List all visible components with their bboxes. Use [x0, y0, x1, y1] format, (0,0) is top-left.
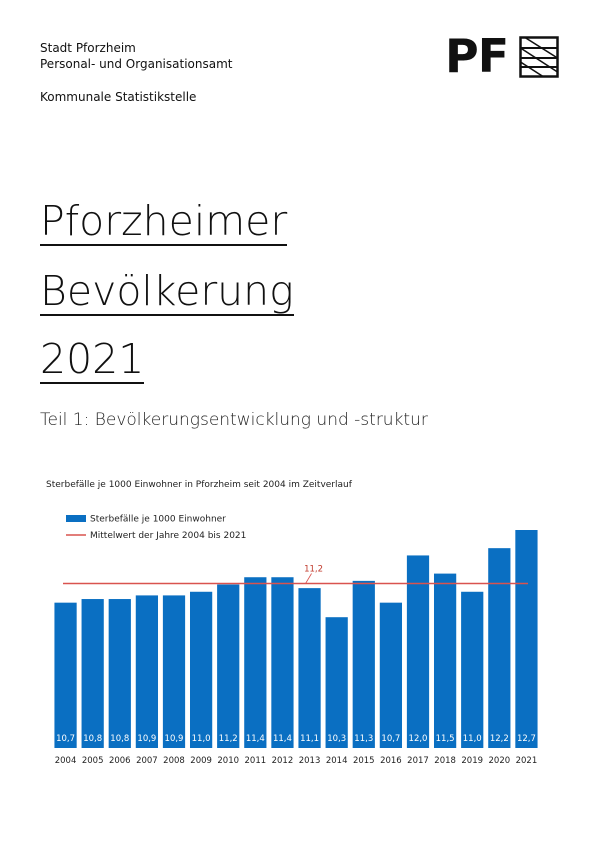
- org-name: Stadt Pforzheim: [40, 41, 136, 55]
- title-line-2: Bevölkerung: [40, 267, 294, 315]
- category-label-2011: 2011: [244, 756, 267, 766]
- category-label-2006: 2006: [108, 756, 131, 766]
- category-label-2020: 2020: [488, 756, 511, 766]
- value-label-2015: 11,3: [354, 734, 374, 744]
- value-label-2019: 11,0: [462, 734, 482, 744]
- value-label-2020: 12,2: [489, 734, 509, 744]
- bar-2021: [515, 530, 537, 748]
- value-label-2012: 11,4: [272, 734, 292, 744]
- category-label-2007: 2007: [136, 756, 158, 766]
- subtitle: Teil 1: Bevölkerungsentwicklung und -struktur: [40, 410, 428, 430]
- value-label-2017: 12,0: [408, 734, 428, 744]
- value-label-2016: 10,7: [381, 734, 401, 744]
- value-label-2009: 11,0: [191, 734, 211, 744]
- category-label-2015: 2015: [352, 756, 375, 766]
- bar-2013: [298, 588, 320, 748]
- bar-2020: [488, 548, 510, 748]
- category-label-2004: 2004: [54, 756, 77, 766]
- value-label-2006: 10,8: [110, 734, 130, 744]
- department-name: Personal- und Organisationsamt: [40, 57, 233, 71]
- value-label-2005: 10,8: [83, 734, 103, 744]
- title-year: 2021: [40, 335, 145, 383]
- legend-bar-label: Sterbefälle je 1000 Einwohner: [90, 514, 226, 525]
- bar-2018: [434, 574, 456, 748]
- value-label-2010: 11,2: [218, 734, 238, 744]
- value-label-2007: 10,9: [137, 734, 157, 744]
- legend-bar-swatch: [66, 515, 86, 522]
- value-label-2004: 10,7: [56, 734, 76, 744]
- value-label-2013: 11,1: [300, 734, 320, 744]
- mean-value-label: 11,2: [304, 564, 324, 575]
- chart-title: Sterbefälle je 1000 Einwohner in Pforzheim seit 2004 im Zeitverlauf: [46, 480, 352, 490]
- value-label-2011: 11,4: [245, 734, 265, 744]
- category-label-2013: 2013: [298, 756, 321, 766]
- mean-label-leader: [306, 574, 312, 584]
- category-label-2021: 2021: [515, 756, 538, 766]
- category-label-2016: 2016: [380, 756, 402, 766]
- bar-2011: [244, 577, 266, 748]
- bar-2004: [54, 603, 76, 748]
- bar-2015: [353, 581, 375, 748]
- category-label-2010: 2010: [217, 756, 240, 766]
- logo-text: PF: [445, 29, 509, 83]
- legend-mean-label: Mittelwert der Jahre 2004 bis 2021: [90, 531, 247, 541]
- category-label-2009: 2009: [190, 756, 212, 766]
- value-label-2008: 10,9: [164, 734, 184, 744]
- bar-2012: [271, 577, 293, 748]
- bar-2005: [82, 599, 104, 748]
- bar-2006: [109, 599, 131, 748]
- category-label-2018: 2018: [434, 756, 456, 766]
- category-label-2017: 2017: [407, 756, 429, 766]
- bar-2010: [217, 585, 239, 749]
- bar-2009: [190, 592, 212, 748]
- office-name: Kommunale Statistikstelle: [40, 90, 197, 104]
- category-label-2012: 2012: [271, 756, 294, 766]
- title-line-1: Pforzheimer: [40, 197, 288, 245]
- bar-2019: [461, 592, 483, 748]
- value-label-2014: 10,3: [327, 734, 347, 744]
- category-label-2005: 2005: [81, 756, 104, 766]
- value-label-2018: 11,5: [435, 734, 455, 744]
- category-label-2019: 2019: [461, 756, 484, 766]
- bar-2008: [163, 595, 185, 748]
- bar-2016: [380, 603, 402, 748]
- category-label-2008: 2008: [163, 756, 185, 766]
- bar-2014: [326, 617, 348, 748]
- bar-2007: [136, 595, 158, 748]
- bar-2017: [407, 555, 429, 748]
- value-label-2021: 12,7: [516, 734, 536, 744]
- category-label-2014: 2014: [325, 756, 348, 766]
